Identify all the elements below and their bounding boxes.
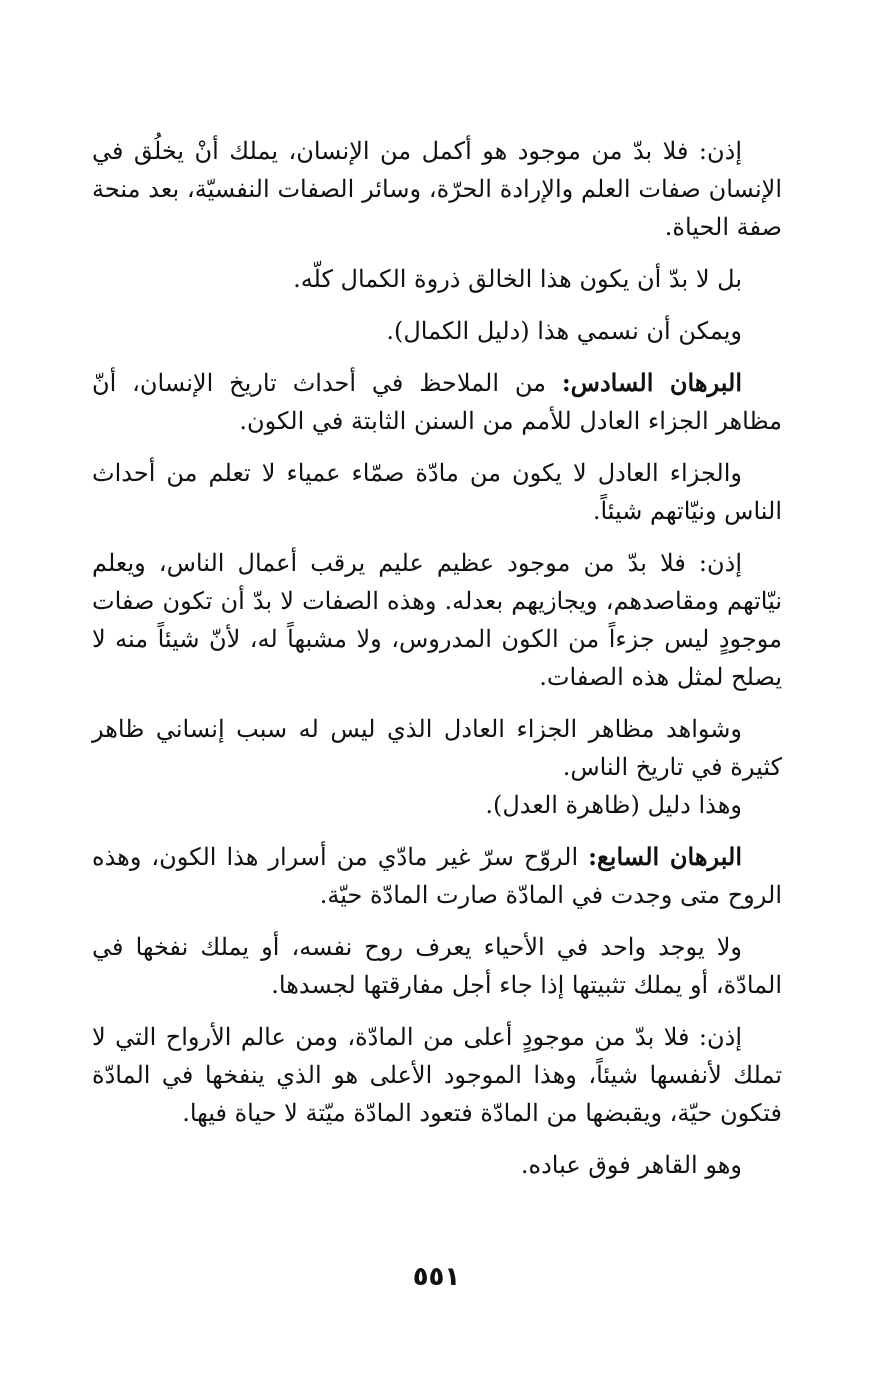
proof-seven-heading: البرهان السابع:	[588, 842, 742, 871]
page-number: ٥٥١	[412, 1262, 461, 1292]
paragraph-4	[92, 364, 782, 440]
paragraph-9-text: الروّح سرّ غير مادّي من أسرار هذا الكون، وهذه الروح متى وجدت في المادّة صارت المادّة حيّة.	[92, 843, 782, 909]
paragraph-9	[92, 838, 782, 914]
paragraph-5: والجزاء العادل لا يكون من مادّة صمّاء عمياء لا تعلم من أحداث الناس ونيّاتهم شيئاً.	[92, 459, 782, 525]
paragraph-3: ويمكن أن نسمي هذا (دليل الكمال).	[386, 317, 742, 345]
page-body	[92, 132, 782, 1198]
paragraph-6: إذن: فلا بدّ من موجود عظيم عليم يرقب أعمال الناس، ويعلم نيّاتهم ومقاصدهم، ويجازيهم بعدله. وهذه الصفات لا بدّ أن تكون صفات موجودٍ ليس جزءاً من الكون المدروس، ولا مشبهاً له، لأنّ شيئاً منه لا يصلح لمثل هذه الصفات.	[92, 549, 782, 691]
paragraph-11: إذن: فلا بدّ من موجودٍ أعلى من المادّة، ومن عالم الأرواح التي لا تملك لأنفسها شيئاً، وهذا الموجود الأعلى هو الذي ينفخها في المادّة فتكون حيّة، ويقبضها من المادّة فتعود المادّة ميّتة لا حياة فيها.	[92, 1023, 782, 1127]
paragraph-1: إذن: فلا بدّ من موجود هو أكمل من الإنسان، يملك أنْ يخلُق في الإنسان صفات العلم والإرادة الحرّة، وسائر الصفات النفسيّة، بعد منحة صفة الحياة.	[92, 137, 782, 241]
paragraph-12: وهو القاهر فوق عباده.	[520, 1151, 742, 1179]
paragraph-7: وشواهد مظاهر الجزاء العادل الذي ليس له سبب إنساني ظاهر كثيرة في تاريخ الناس.	[92, 715, 782, 781]
paragraph-8: وهذا دليل (ظاهرة العدل).	[485, 791, 742, 819]
proof-six-heading: البرهان السادس:	[561, 368, 742, 397]
paragraph-4-text: من الملاحظ في أحداث تاريخ الإنسان، أنّ مظاهر الجزاء العادل للأمم من السنن الثابتة في الكون.	[92, 369, 782, 435]
paragraph-2: بل لا بدّ أن يكون هذا الخالق ذروة الكمال كلّه.	[293, 265, 742, 293]
paragraph-10: ولا يوجد واحد في الأحياء يعرف روح نفسه، أو يملك نفخها في المادّة، أو يملك تثبيتها إذا جاء أجل مفارقتها لجسدها.	[92, 933, 782, 999]
